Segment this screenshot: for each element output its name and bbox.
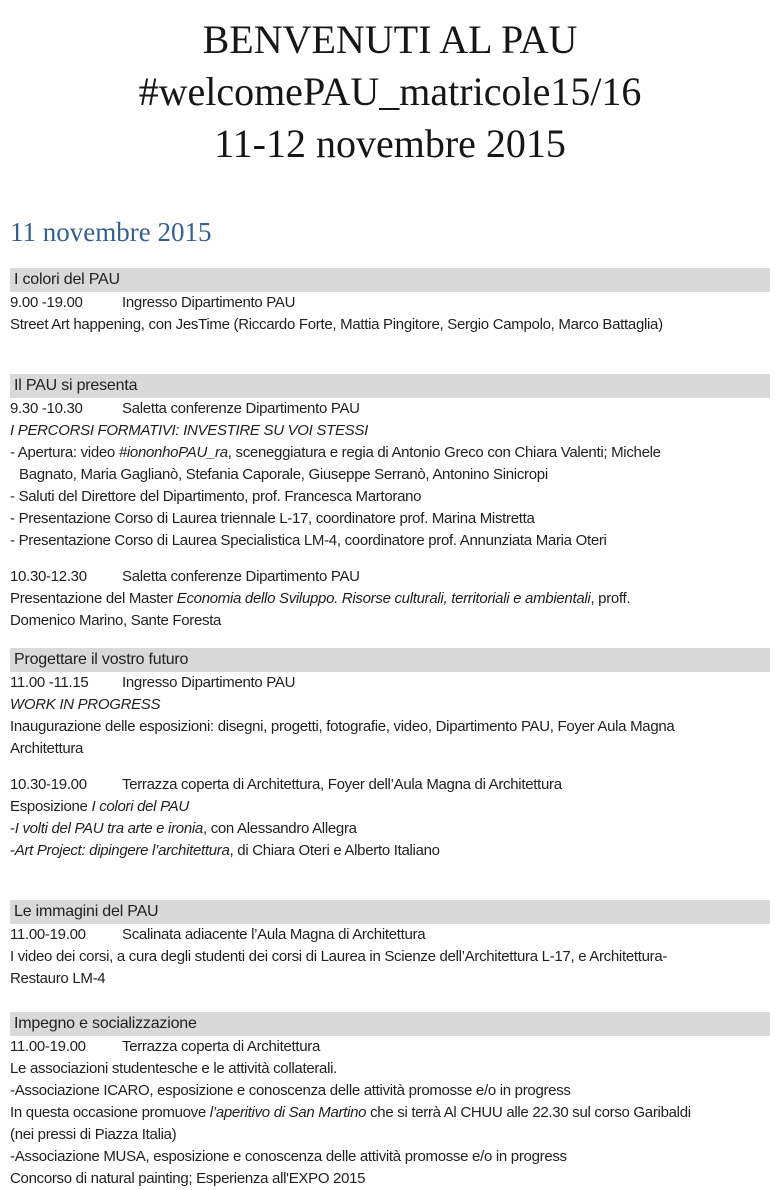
regular-text: , sceneggiatura e regia di Antonio Greco con Chiara Valenti; Michele (227, 444, 661, 461)
event-time: 11.00-19.00 (10, 1038, 86, 1055)
event-section (10, 374, 770, 632)
regular-text: Presentazione del Master (10, 590, 177, 607)
regular-text: , con Alessandro Allegra (202, 820, 357, 837)
event-time-row (10, 672, 770, 694)
event-time: 9.30 -10.30 (10, 400, 83, 417)
text-line (10, 1102, 770, 1124)
event-location: Terrazza coperta di Architettura, Foyer dell’Aula Magna di Architettura (122, 776, 562, 793)
event-time: 11.00 -11.15 (10, 674, 89, 691)
regular-text: Architettura (10, 740, 84, 757)
regular-text: Bagnato, Maria Gaglianò, Stefania Caporale, Giuseppe Serranò, Antonino Sinicropi (19, 466, 548, 483)
event-location: Terrazza coperta di Architettura (122, 1038, 320, 1055)
event-section (10, 268, 770, 336)
italic-text: I PERCORSI FORMATIVI: INVESTIRE SU VOI STESSI (10, 422, 368, 439)
event-time-row (10, 924, 770, 946)
text-line (10, 796, 770, 818)
event-time: 9.00 -19.00 (10, 294, 83, 311)
regular-text: - Presentazione Corso di Laurea triennale L-17, coordinatore prof. Marina Mistretta (10, 510, 535, 527)
regular-text: - Presentazione Corso di Laurea Specialistica LM-4, coordinatore prof. Annunziata Maria Oteri (10, 532, 607, 549)
regular-text: - (10, 842, 15, 859)
text-line (10, 314, 770, 336)
event-time: 10.30-19.00 (10, 776, 87, 793)
title-line-2: #welcomePAU_matricole15/16 (138, 69, 642, 114)
blank-line (10, 760, 770, 774)
event-time-row (10, 1036, 770, 1058)
regular-text: Esposizione (10, 798, 92, 815)
regular-text: , di Chiara Oteri e Alberto Italiano (229, 842, 440, 859)
text-line (10, 716, 770, 738)
document-title (10, 14, 770, 170)
regular-text: I video dei corsi, a cura degli studenti dei corsi di Laurea in Scienze dell’Architettura L-17, e Architettura- (10, 948, 668, 965)
regular-text: - Saluti del Direttore del Dipartimento, prof. Francesca Martorano (10, 488, 422, 505)
italic-text: I colori del PAU (91, 798, 189, 815)
regular-text: Le associazioni studentesche e le attività collaterali. (10, 1060, 338, 1077)
event-time-row (10, 774, 770, 796)
text-line (10, 694, 770, 716)
text-line (10, 442, 770, 464)
text-line (10, 738, 770, 760)
event-section (10, 1012, 770, 1190)
section-header: I colori del PAU (10, 268, 770, 292)
title-line-3: 11-12 novembre 2015 (214, 121, 566, 166)
regular-text: che si terrà Al CHUU alle 22.30 sul corso Garibaldi (366, 1104, 691, 1121)
text-line (10, 946, 770, 968)
regular-text: - (10, 820, 15, 837)
event-location: Scalinata adiacente l’Aula Magna di Architettura (122, 926, 426, 943)
event-time-row (10, 398, 770, 420)
event-time-row (10, 292, 770, 314)
text-line (10, 464, 770, 486)
title-line-1: BENVENUTI AL PAU (202, 17, 578, 62)
regular-text: (nei pressi di Piazza Italia) (10, 1126, 177, 1143)
text-line (10, 1058, 770, 1080)
section-header: Progettare il vostro futuro (10, 648, 770, 672)
regular-text: Restauro LM-4 (10, 970, 106, 987)
italic-text: Economia dello Sviluppo. Risorse culturali, territoriali e ambientali (176, 590, 591, 607)
text-line (10, 1124, 770, 1146)
text-line (10, 968, 770, 990)
blank-line (10, 552, 770, 566)
text-line (10, 508, 770, 530)
text-line (10, 1146, 770, 1168)
italic-text: #iononhoPAU_ra (118, 444, 228, 461)
text-line (10, 588, 770, 610)
regular-text: Inaugurazione delle esposizioni: disegni, progetti, fotografie, video, Dipartimento PAU, Foyer Aula Magna (10, 718, 675, 735)
event-section (10, 900, 770, 990)
text-line (10, 486, 770, 508)
regular-text: , proff. (590, 590, 631, 607)
text-line (10, 818, 770, 840)
regular-text: - Apertura: video (10, 444, 119, 461)
italic-text: I volti del PAU tra arte e ironia (14, 820, 203, 837)
text-line (10, 840, 770, 862)
italic-text: WORK IN PROGRESS (10, 696, 161, 713)
text-line (10, 1080, 770, 1102)
regular-text: Street Art happening, con JesTime (Riccardo Forte, Mattia Pingitore, Sergio Campolo, Marco Battaglia) (10, 316, 663, 333)
event-time-row (10, 566, 770, 588)
regular-text: In questa occasione promuove (10, 1104, 210, 1121)
program-sections (10, 268, 770, 1190)
section-header: Impegno e socializzazione (10, 1012, 770, 1036)
event-location: Ingresso Dipartimento PAU (122, 674, 296, 691)
text-line (10, 610, 770, 632)
section-header: Le immagini del PAU (10, 900, 770, 924)
date-heading: 11 novembre 2015 (10, 217, 212, 247)
event-location: Ingresso Dipartimento PAU (122, 294, 296, 311)
event-section (10, 648, 770, 862)
event-time: 10.30-12.30 (10, 568, 87, 585)
regular-text: Domenico Marino, Sante Foresta (10, 612, 222, 629)
text-line (10, 530, 770, 552)
italic-text: Art Project: dipingere l’architettura (14, 842, 230, 859)
section-header: Il PAU si presenta (10, 374, 770, 398)
event-time: 11.00-19.00 (10, 926, 86, 943)
italic-text: l’aperitivo di San Martino (209, 1104, 367, 1121)
regular-text: -Associazione ICARO, esposizione e conoscenza delle attività promosse e/o in progress (10, 1082, 571, 1099)
text-line (10, 420, 770, 442)
event-location: Saletta conferenze Dipartimento PAU (122, 568, 360, 585)
regular-text: Concorso di natural painting; Esperienza all'EXPO 2015 (10, 1170, 366, 1187)
event-location: Saletta conferenze Dipartimento PAU (122, 400, 360, 417)
regular-text: -Associazione MUSA, esposizione e conoscenza delle attività promosse e/o in progress (10, 1148, 567, 1165)
